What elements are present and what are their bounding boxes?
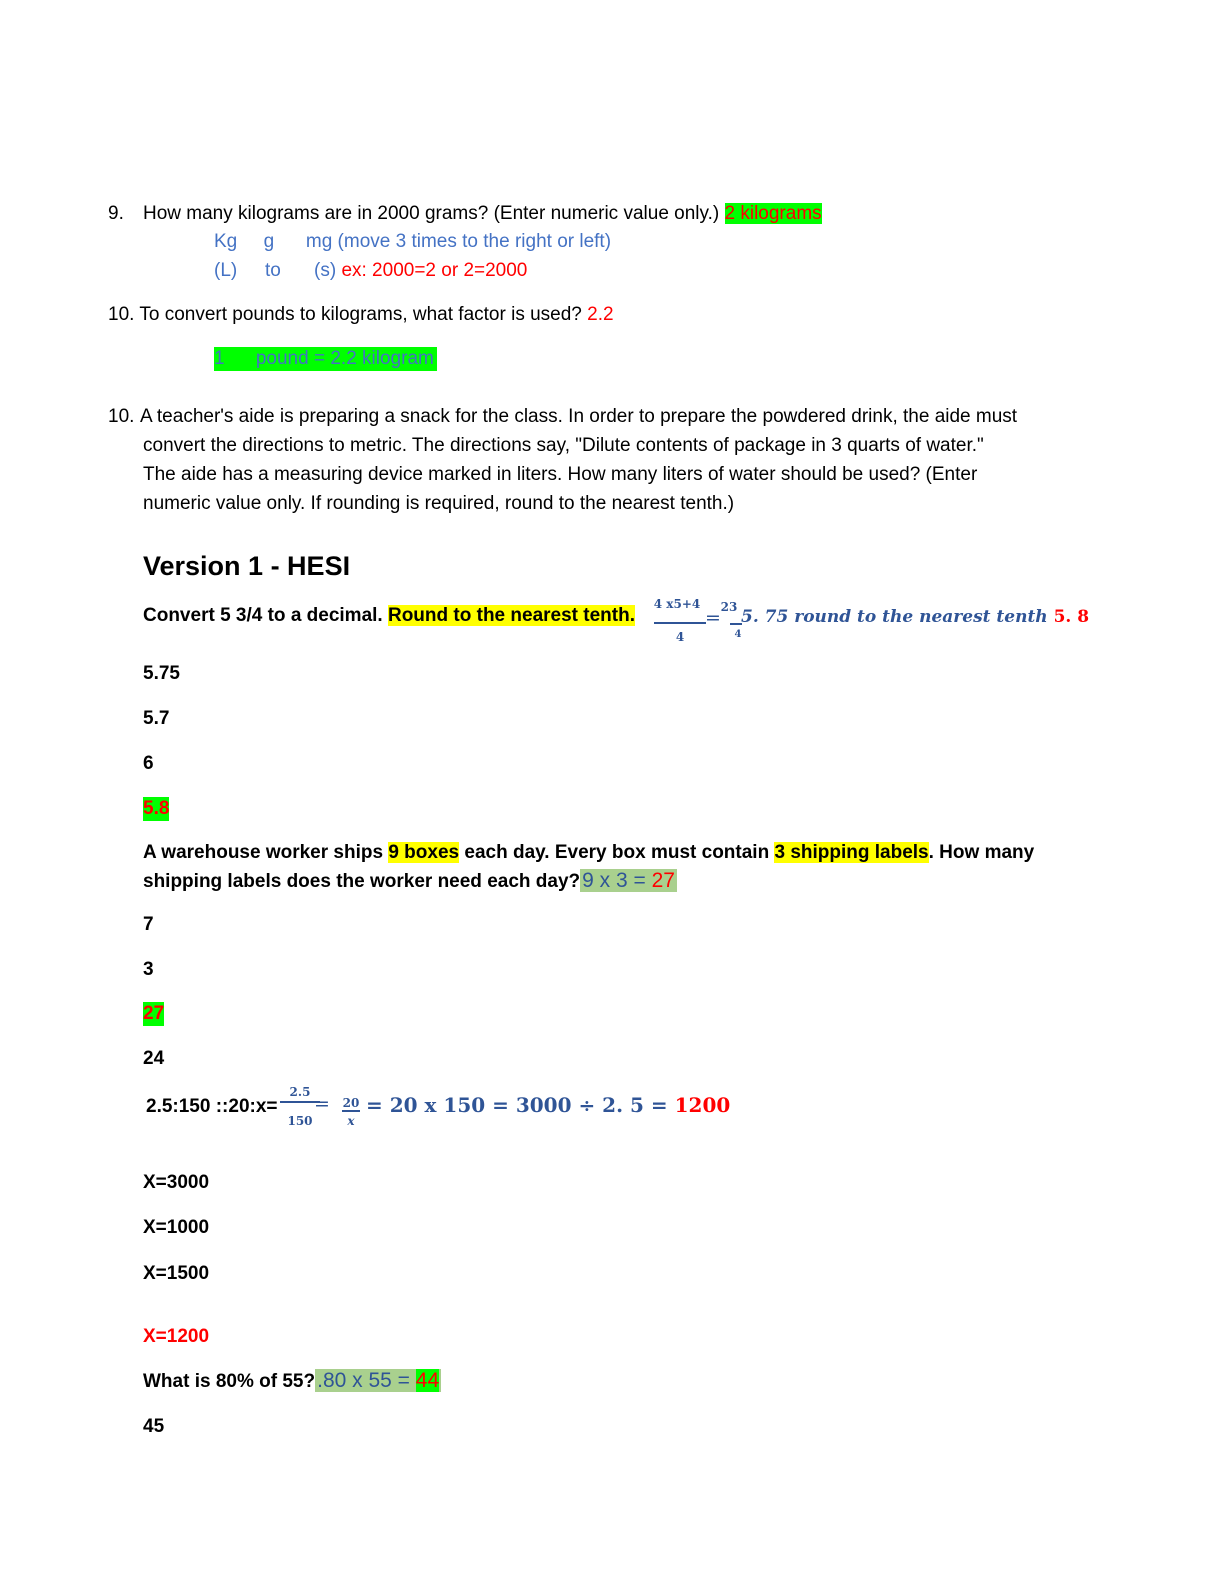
v1q3-option-2: X=1000 <box>143 1217 210 1238</box>
v1q2-option-4: 24 <box>143 1048 165 1069</box>
v1q2-work: 9 x 3 = <box>582 869 646 892</box>
v1q3-option-3: X=1500 <box>143 1263 210 1284</box>
v1q2-line2-text: shipping labels does the worker need each day? <box>143 871 581 892</box>
q10b-line-3: The aide has a measuring device marked in liters. How many liters of water should be used? (Enter <box>143 464 978 485</box>
v1q2-answer: 27 <box>651 869 675 892</box>
v1q3-option-1: X=3000 <box>143 1172 210 1193</box>
q10b-number: 10. <box>108 406 135 427</box>
q9-hint-to: to <box>265 260 281 281</box>
q9-hint-example: ex: 2000=2 or 2=2000 <box>341 260 528 281</box>
v1q3-frac2-den: x <box>347 1114 355 1128</box>
v1q2-option-2: 3 <box>143 959 154 980</box>
v1q4-line <box>143 1369 441 1394</box>
q10a-line <box>108 303 614 327</box>
q10b-line-2: convert the directions to metric. The directions say, "Dilute contents of package in 3 quarts of water." <box>143 435 984 456</box>
v1q3-frac1-den: 150 <box>287 1114 313 1128</box>
q10a-question: To convert pounds to kilograms, what factor is used? <box>139 304 582 325</box>
v1q3-frac2-num: 20 <box>342 1096 360 1110</box>
v1q2-part2: each day. Every box must contain <box>464 842 770 863</box>
q9-answer: 2 kilograms <box>724 203 822 224</box>
v1q3-frac1-num: 2.5 <box>289 1085 311 1099</box>
q10b-line-1: A teacher's aide is preparing a snack for the class. In order to prepare the powdered drink, the aide must <box>140 406 1018 427</box>
v1q3-question: 2.5:150 ::20:x= <box>146 1096 278 1117</box>
v1q1-frac2-num: 23 <box>720 600 738 614</box>
v1q2-part3: . How many <box>928 842 1035 863</box>
v1q1-question-line <box>143 604 635 628</box>
q10b-line-4: numeric value only. If rounding is required, round to the nearest tenth.) <box>143 493 735 514</box>
v1q1-option-4-correct: 5.8 <box>143 798 170 819</box>
q10a-number: 10. <box>108 304 135 325</box>
v1q3-eq1: = <box>314 1093 330 1115</box>
q9-line <box>108 202 124 226</box>
v1q1-option-1: 5.75 <box>143 663 180 684</box>
v1q1-frac2-den: 4 <box>734 629 742 640</box>
v1q4-question: What is 80% of 55? <box>143 1371 316 1392</box>
v1q1-question: Convert 5 3/4 to a decimal. <box>143 605 383 626</box>
v1q1-work-line <box>741 605 1089 629</box>
v1q1-frac1-den: 4 <box>675 630 685 644</box>
q9-hint-units: Kg g mg (move 3 times to the right or left) <box>214 231 612 252</box>
q10a-note-one: 1 <box>214 348 225 369</box>
v1q1-eq: = <box>705 607 721 629</box>
v1q4-answer: 44 <box>415 1369 440 1392</box>
q10a-answer: 2.2 <box>587 304 614 325</box>
q9-hint-example-line <box>314 259 527 283</box>
v1q3-answer: 1200 <box>674 1093 731 1117</box>
v1q1-option-2: 5.7 <box>143 708 170 729</box>
version-heading: Version 1 - HESI <box>143 551 351 581</box>
v1q1-frac1-bar <box>654 622 706 624</box>
v1q3-frac2-bar <box>342 1110 360 1112</box>
v1q1-answer: 5. 8 <box>1053 607 1090 627</box>
v1q2-line-2 <box>143 869 677 894</box>
v1q2-line-1 <box>143 841 1034 865</box>
v1q3-work-line <box>366 1093 730 1117</box>
v1q2-work-box <box>580 869 677 892</box>
v1q4-work: .80 x 55 = <box>317 1369 410 1392</box>
v1q1-frac1-num: 4 x5+4 <box>653 597 701 611</box>
q9-question-line <box>143 202 822 226</box>
q9-question: How many kilograms are in 2000 grams? (Enter numeric value only.) <box>143 203 720 224</box>
v1q1-work: 5. 75 round to the nearest tenth <box>741 607 1048 627</box>
v1q1-highlight: Round to the nearest tenth. <box>387 605 635 626</box>
q9-hint-l: (L) <box>214 260 238 281</box>
v1q3-option-4-correct: X=1200 <box>143 1326 210 1347</box>
q9-hint-s: (s) <box>314 260 337 281</box>
q10a-note <box>214 347 437 371</box>
v1q2-option-1: 7 <box>143 914 154 935</box>
v1q2-option-3-correct: 27 <box>143 1003 165 1024</box>
v1q2-part1: A warehouse worker ships <box>143 842 384 863</box>
v1q2-hl2: 3 shipping labels <box>774 842 929 863</box>
q10a-note-text: pound = 2.2 kilogram <box>255 348 434 369</box>
v1q2-hl1: 9 boxes <box>388 842 460 863</box>
v1q3-work: = 20 x 150 = 3000 ÷ 2. 5 = <box>366 1093 668 1117</box>
v1q4-work-box <box>315 1369 441 1392</box>
v1q1-option-3: 6 <box>143 753 154 774</box>
q9-number: 9. <box>108 203 124 224</box>
v1q4-option-1: 45 <box>143 1416 165 1437</box>
